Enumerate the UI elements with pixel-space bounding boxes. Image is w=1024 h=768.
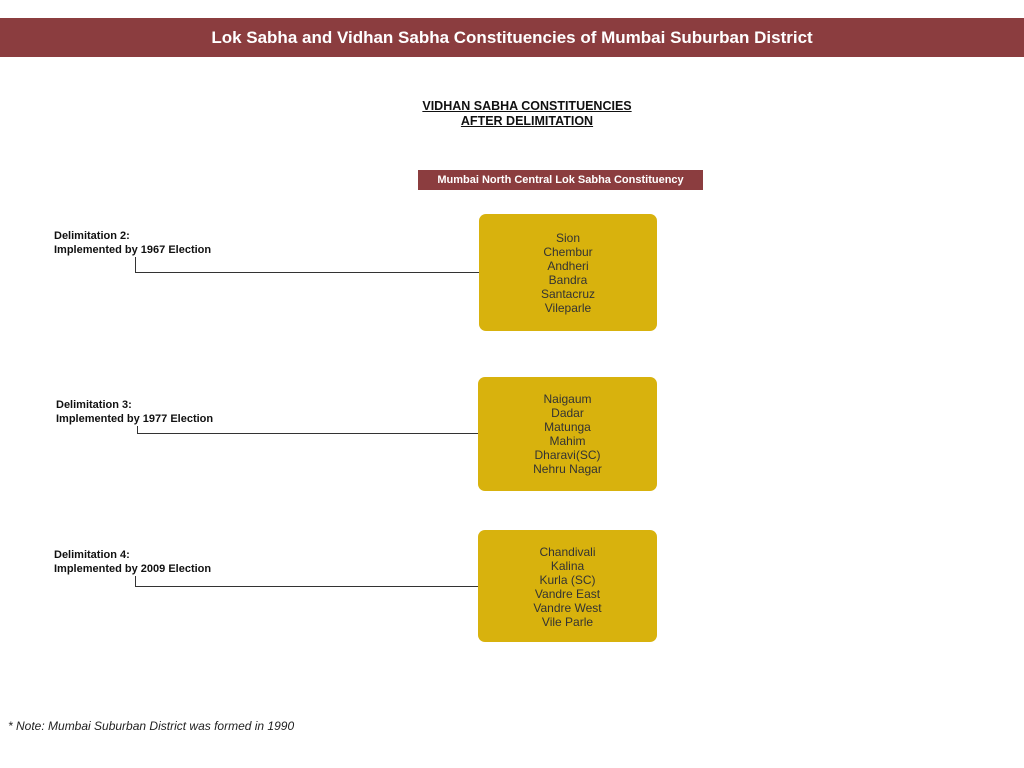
constituency-item: Vandre East (534, 587, 601, 601)
heading-line-1: VIDHAN SABHA CONSTITUENCIES (422, 99, 632, 113)
constituency-item: Dadar (551, 406, 584, 420)
delimitation-2-name: Delimitation 2: (54, 230, 130, 242)
delimitation-4-implemented: Implemented by 2009 Election (54, 563, 212, 575)
constituency-item: Chandivali (539, 545, 596, 559)
delimitation-4-connector-horizontal (135, 586, 478, 587)
constituency-item: Kalina (550, 559, 585, 573)
delimitation-2-label (54, 229, 211, 257)
delimitation-2-implemented: Implemented by 1967 Election (54, 244, 212, 256)
constituency-item: Vandre West (533, 601, 602, 615)
lok-sabha-label-text: Mumbai North Central Lok Sabha Constituency (437, 174, 684, 186)
delimitation-3-connector-horizontal (137, 433, 478, 434)
constituency-item: Naigaum (543, 392, 592, 406)
lok-sabha-label (418, 170, 703, 190)
constituency-item: Chembur (543, 245, 593, 259)
constituency-item: Sion (555, 231, 581, 245)
constituency-item: Bandra (548, 273, 588, 287)
delimitation-4-name: Delimitation 4: (54, 549, 130, 561)
footnote: * Note: Mumbai Suburban District was formed in 1990 (8, 719, 295, 733)
constituency-item: Andheri (547, 259, 589, 273)
section-heading (327, 99, 727, 129)
delimitation-3-name: Delimitation 3: (56, 399, 132, 411)
delimitation-4-constituency-box (478, 530, 657, 642)
constituency-item: Mahim (549, 434, 586, 448)
delimitation-3-implemented: Implemented by 1977 Election (56, 413, 214, 425)
delimitation-3-label (56, 398, 213, 426)
title-bar (0, 18, 1024, 57)
delimitation-3-constituency-box (478, 377, 657, 491)
delimitation-2-constituency-box (479, 214, 657, 331)
constituency-item: Dharavi(SC) (534, 448, 601, 462)
page-title: Lok Sabha and Vidhan Sabha Constituencies of Mumbai Suburban District (211, 27, 813, 47)
heading-line-2: AFTER DELIMITATION (460, 114, 594, 128)
constituency-item: Matunga (544, 420, 591, 434)
constituency-item: Nehru Nagar (533, 462, 602, 476)
delimitation-4-label (54, 548, 211, 576)
delimitation-4-connector-vertical (135, 576, 136, 586)
constituency-item: Vileparle (544, 301, 592, 315)
constituency-item: Vile Parle (541, 615, 594, 629)
delimitation-2-connector-horizontal (135, 272, 479, 273)
constituency-item: Kurla (SC) (539, 573, 596, 587)
constituency-item: Santacruz (540, 287, 596, 301)
delimitation-2-connector-vertical (135, 257, 136, 272)
